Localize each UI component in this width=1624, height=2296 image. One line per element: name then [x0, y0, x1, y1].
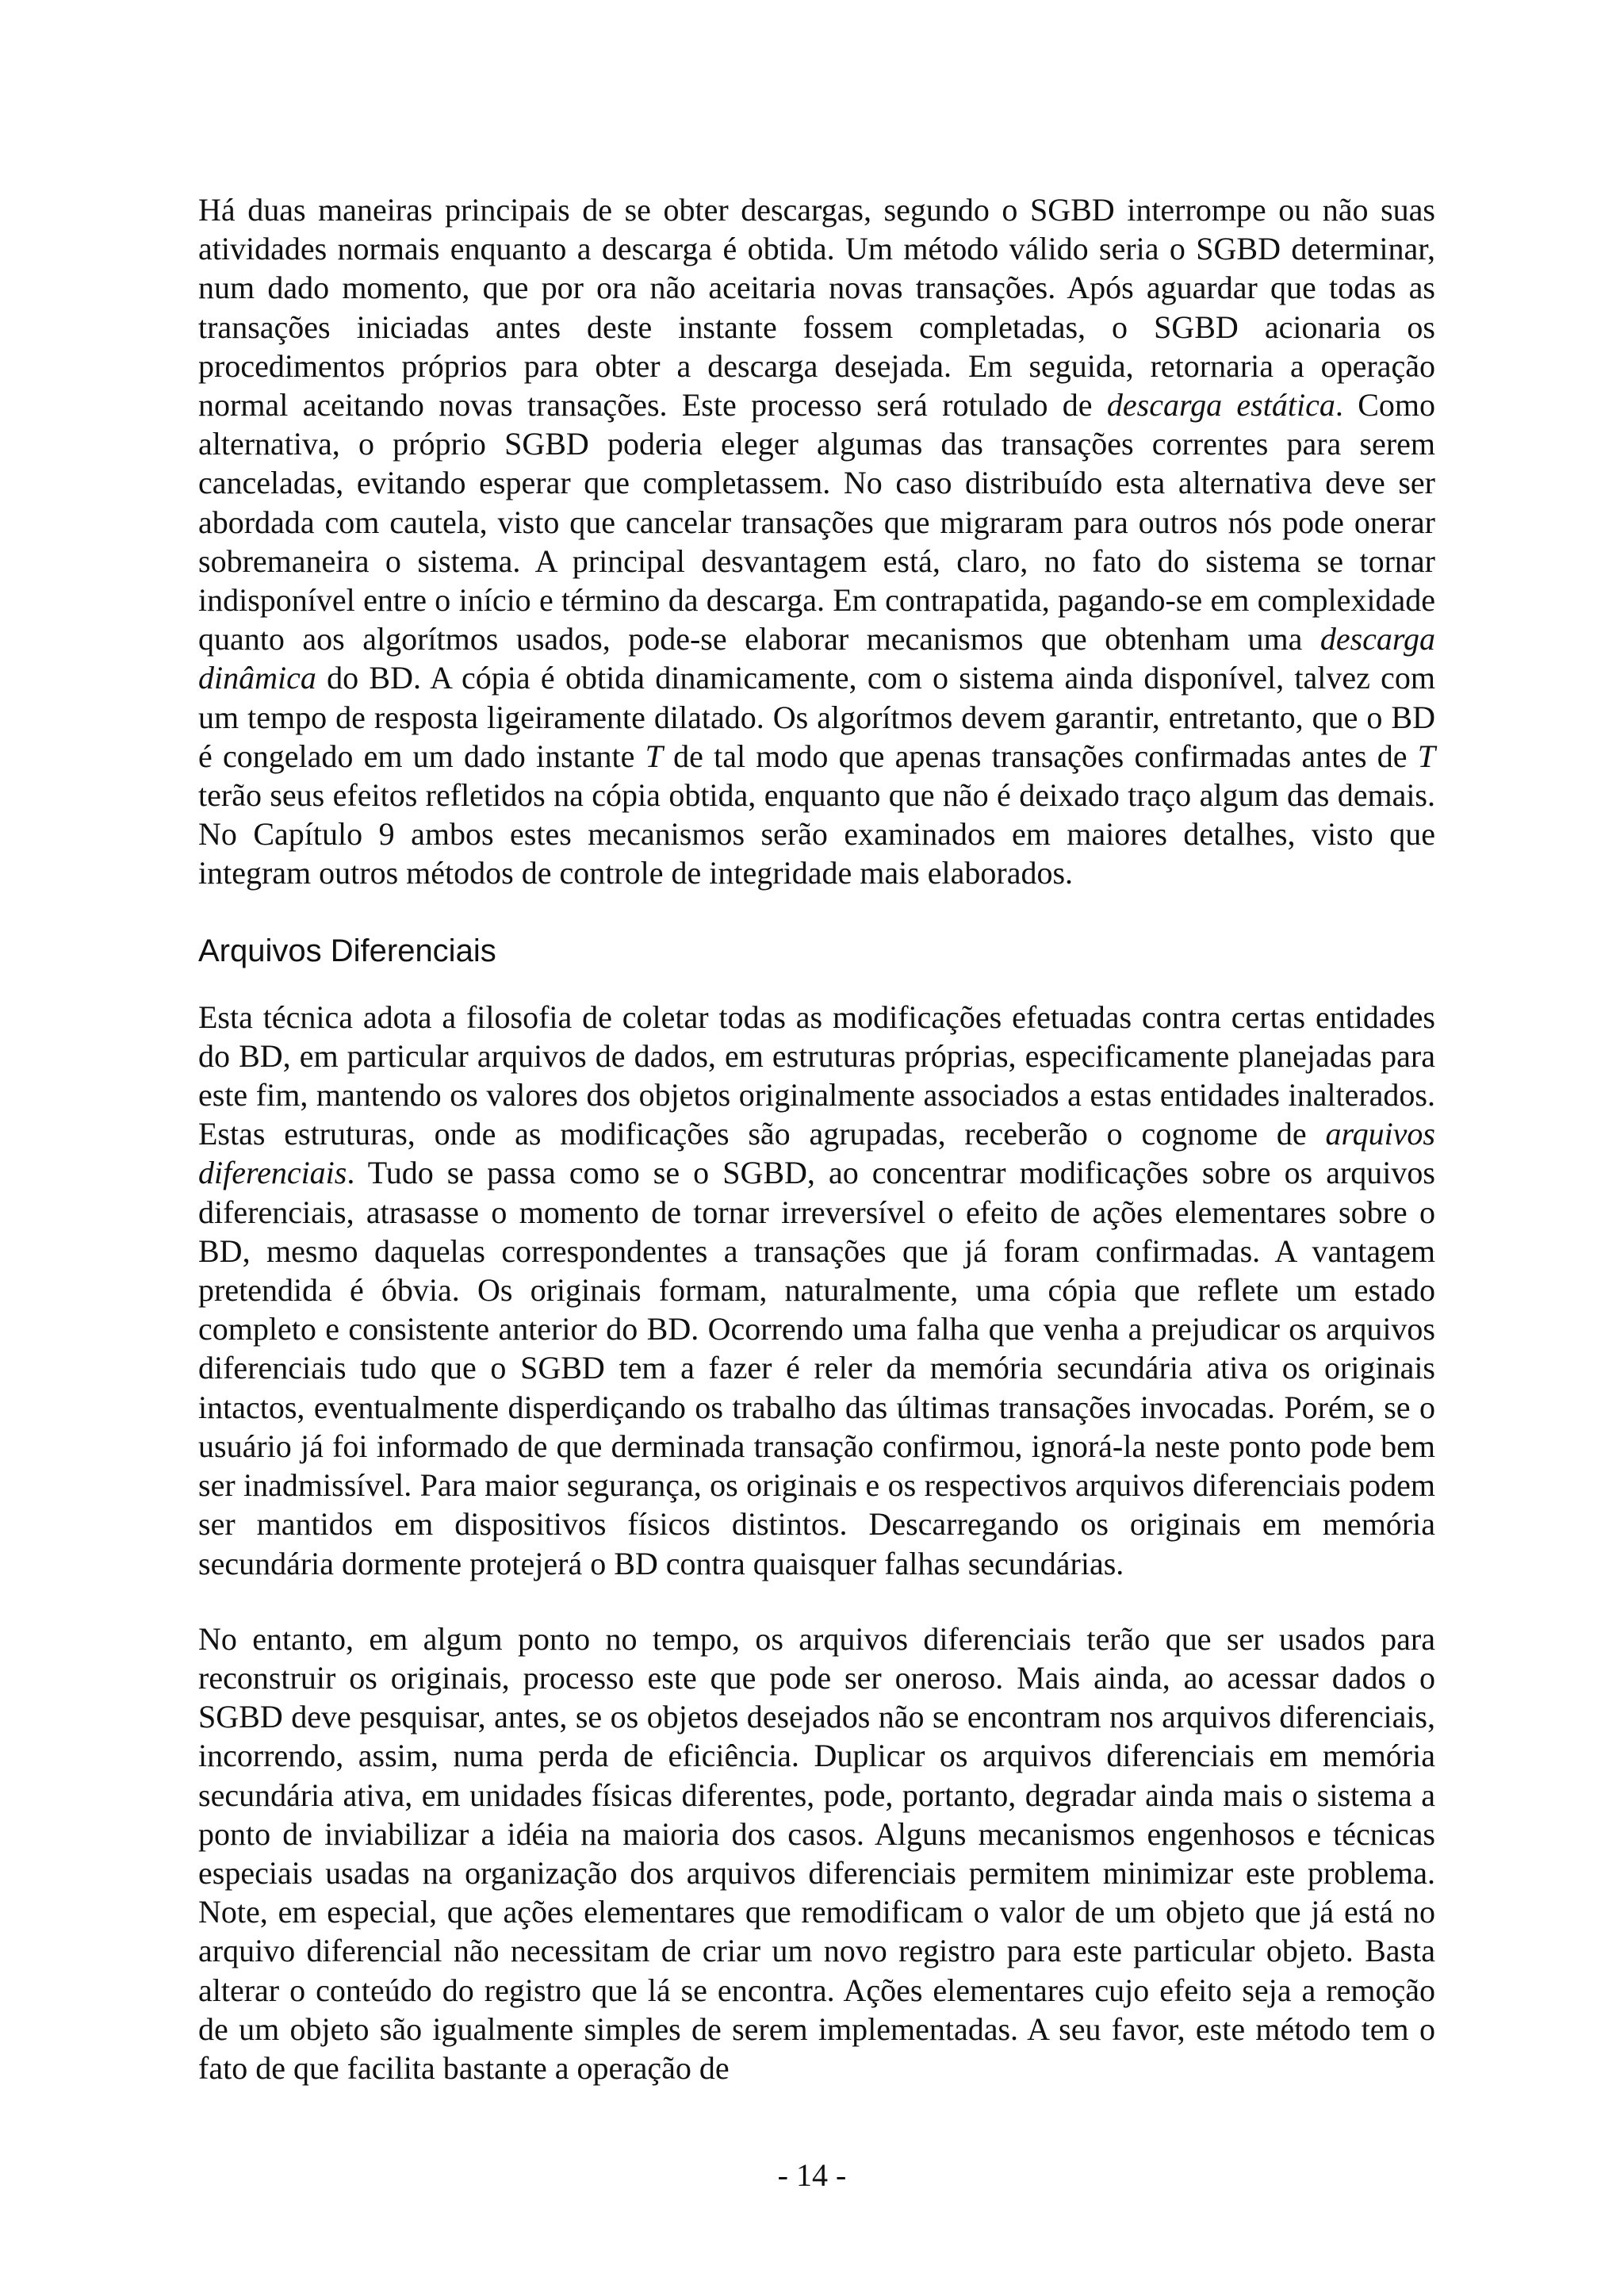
- paragraph-text: Esta técnica adota a filosofia de coletar todas as modificações efetuadas contra certas entidades do BD, em particular arquivos de dados, em estruturas próprias, especificamente planejadas para este fim, mantendo os valores dos objetos originalmente associados a estas entidades inalterados. Estas estruturas, onde as modificações são agrupadas, receberão o cognome de: [198, 999, 1435, 1152]
- document-page: [198, 190, 1435, 2087]
- paragraph-text: terão seus efeitos refletidos na cópia obtida, enquanto que não é deixado traço algum das demais. No Capítulo 9 ambos estes mecanismos serão examinados em maiores detalhes, visto que integram outros métodos de controle de integridade mais elaborados.: [198, 777, 1435, 891]
- emphasis-term: descarga estática: [1106, 387, 1335, 424]
- emphasis-variable: T: [645, 738, 663, 774]
- emphasis-term: arquivos diferenciais: [198, 1116, 1435, 1191]
- emphasis-term: descarga dinâmica: [198, 621, 1435, 696]
- paragraph-text: . Tudo se passa como se o SGBD, ao concentrar modificações sobre os arquivos diferenciais, atrasasse o momento de tornar irreversível o efeito de ações elementares sobre o BD, mesmo daquelas correspondentes a transações que já foram confirmadas. A vantagem pretendida é óbvia. Os originais formam, naturalmente, uma cópia que reflete um estado completo e consistente anterior do BD. Ocorrendo uma falha que venha a prejudicar os arquivos diferenciais tudo que o SGBD tem a fazer é reler da memória secundária ativa os originais intactos, eventualmente disperdiçando os trabalho das últimas transações invocadas. Porém, se o usuário já foi informado de que derminada transação confirmou, ignorá-la neste ponto pode bem ser inadmissível. Para maior segurança, os originais e os respectivos arquivos diferenciais podem ser mantidos em dispositivos físicos distintos. Descarregando os originais em memória secundária dormente protejerá o BD contra quaisquer falhas secundárias.: [198, 1155, 1435, 1581]
- paragraph-text: Há duas maneiras principais de se obter descargas, segundo o SGBD interrompe ou não suas atividades normais enquanto a descarga é obtida. Um método válido seria o SGBD determinar, num dado momento, que por ora não aceitaria novas transações. Após aguardar que todas as transações iniciadas antes deste instante fossem completadas, o SGBD acionaria os procedimentos próprios para obter a descarga desejada. Em seguida, retornaria a operação normal aceitando novas transações. Este processo será rotulado de: [198, 192, 1435, 424]
- emphasis-variable: T: [1417, 738, 1435, 774]
- paragraph-text: do BD. A cópia é obtida dinamicamente, com o sistema ainda disponível, talvez com um tempo de resposta ligeiramente dilatado. Os algorítmos devem garantir, entretanto, que o BD é congelado em um dado instante: [198, 660, 1435, 774]
- paragraph-differential-files: [198, 998, 1435, 1583]
- page-number: - 14 -: [777, 2157, 847, 2193]
- paragraph-differential-drawbacks: No entanto, em algum ponto no tempo, os arquivos diferenciais terão que ser usados para reconstruir os originais, processo este que pode ser oneroso. Mais ainda, ao acessar dados o SGBD deve pesquisar, antes, se os objetos desejados não se encontram nos arquivos diferenciais, incorrendo, assim, numa perda de eficiência. Duplicar os arquivos diferenciais em memória secundária ativa, em unidades físicas diferentes, pode, portanto, degradar ainda mais o sistema a ponto de inviabilizar a idéia na maioria dos casos. Alguns mecanismos engenhosos e técnicas especiais usadas na organização dos arquivos diferenciais permitem minimizar este problema. Note, em especial, que ações elementares que remodificam o valor de um objeto que já está no arquivo diferencial não necessitam de criar um novo registro para este particular objeto. Basta alterar o conteúdo do registro que lá se encontra. Ações elementares cujo efeito seja a remoção de um objeto são igualmente simples de serem implementadas. A seu favor, este método tem o fato de que facilita bastante a operação de: [198, 1620, 1435, 2086]
- paragraph-static-vs-dynamic-dump: [198, 190, 1435, 893]
- paragraph-text: . Como alternativa, o próprio SGBD poderia eleger algumas das transações correntes para serem canceladas, evitando esperar que completassem. No caso distribuído esta alternativa deve ser abordada com cautela, visto que cancelar transações que migraram para outros nós pode onerar sobremaneira o sistema. A principal desvantagem está, claro, no fato do sistema se tornar indisponível entre o início e término da descarga. Em contrapatida, pagando-se em complexidade quanto aos algorítmos usados, pode-se elaborar mecanismos que obtenham uma: [198, 387, 1435, 657]
- section-heading: Arquivos Diferenciais: [198, 933, 496, 968]
- paragraph-text: de tal modo que apenas transações confirmadas antes de: [662, 738, 1418, 774]
